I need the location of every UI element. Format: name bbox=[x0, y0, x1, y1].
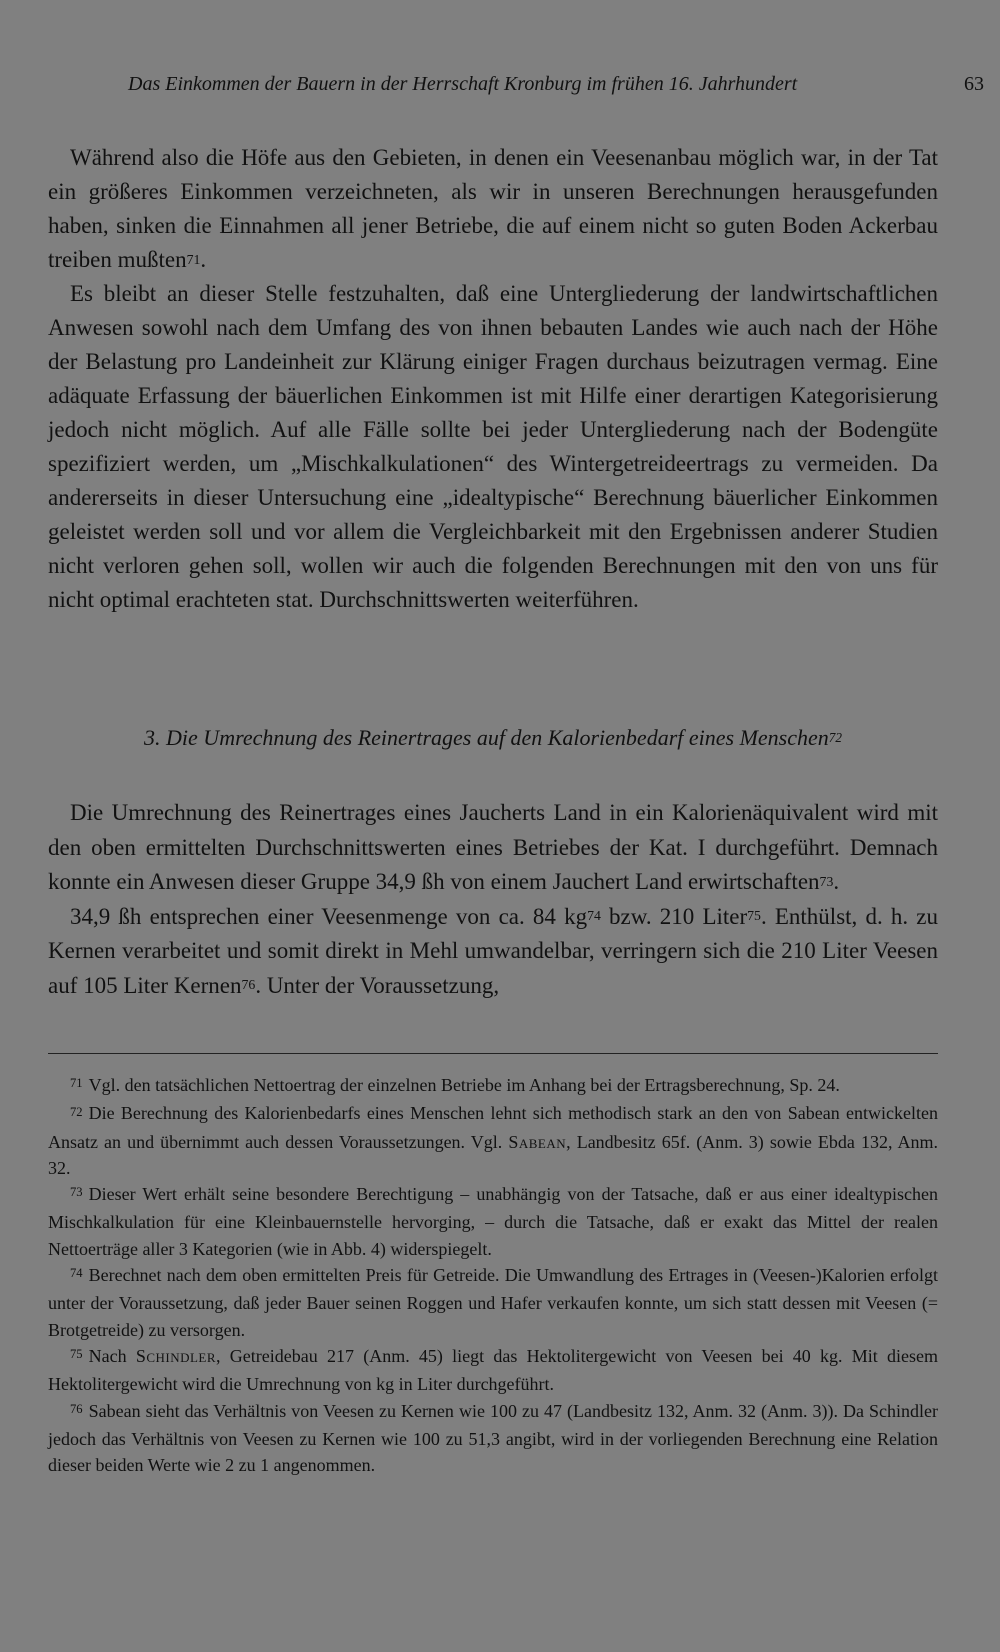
footnote-ref-72[interactable]: 72 bbox=[828, 729, 842, 745]
footnote-74: $^{74}$ Berechnet nach dem oben ermittelten Preis für Getreide. Die Umwandlung des Ertrages in (Veesen-)Kalorien erfolgt unter der Voraussetzung, daß jeder Bauer seinen Roggen und Hafer verkaufen konnte, um sich statt dessen mit Veesen (= Brotgetreide) zu versorgen. bbox=[48, 1265, 938, 1340]
footnote-ref-71[interactable]: 71 bbox=[186, 251, 201, 267]
footnote-72: $^{72}$ Die Berechnung des Kalorienbedarfs eines Menschen lehnt sich methodisch stark an den von Sabean entwickelten Ansatz an und übernimmt auch dessen Voraussetzungen. Vgl. Sabean, Landbesitz 65f. (Anm. 3) sowie Ebda 132, Anm. 32. bbox=[48, 1103, 938, 1178]
running-header bbox=[128, 72, 984, 96]
page-number: 63 bbox=[964, 73, 984, 95]
paragraph-1: Während also die Höfe aus den Gebieten, in denen ein Veesenanbau möglich war, in der Tat ein größeres Einkommen verzeichneten, als wir in unseren Berechnungen herausgefunden haben, sinken die Einnahmen all jener Betriebe, die auf einem nicht so guten Boden Ackerbau treiben mußten$^{71}$. bbox=[48, 145, 938, 272]
footnote-ref-74[interactable]: 74 bbox=[587, 908, 601, 924]
footnote-75: $^{75}$ Nach Schindler, Getreidebau 217 (Anm. 45) liegt das Hektolitergewicht von Veesen bei 40 kg. Mit diesem Hektolitergewicht wird die Umrechnung von kg in Liter durchgeführt. bbox=[48, 1345, 938, 1395]
body-text bbox=[48, 141, 938, 617]
footnote-ref-75[interactable]: 75 bbox=[747, 908, 761, 924]
section-paragraph-2: 34,9 ßh entsprechen einer Veesenmenge von ca. 84 $kg^{74}$ bzw. 210 Liter$^{75}$. Enthülst, d. h. zu Kernen verarbeitet und somit direkt in Mehl umwandelbar, verringern sich die 210 Liter Veesen auf 105 Liter Kernen$^{76}$. Unter der Voraussetzung, bbox=[48, 903, 938, 998]
section-heading: 3. Die Umrechnung des Reinertrages auf den Kalorienbedarf eines Menschen$^{72}$ bbox=[144, 725, 842, 750]
footnote-ref-76[interactable]: 76 bbox=[241, 977, 256, 993]
footnote-76: $^{76}$ Sabean sieht das Verhältnis von Veesen zu Kernen wie 100 zu 47 (Landbesitz 132, Anm. 32 (Anm. 3)). Da Schindler jedoch das Verhältnis von Veesen zu Kernen wie 100 zu 51,3 angibt, wird in der vorliegenden Berechnung eine Relation dieser beiden Werte wie 2 zu 1 angenommen. bbox=[48, 1400, 938, 1476]
paragraph-2: Es bleibt an dieser Stelle festzuhalten, daß eine Untergliederung der landwirtschaftlichen Anwesen sowohl nach dem Umfang des von ihnen bebauten Landes wie auch nach der Höhe der Belastung pro Landeinheit zur Klärung einiger Fragen durchaus beizutragen vermag. Eine adäquate Erfassung der bäuerlichen Einkommen ist mit Hilfe einer derartigen Kategorisierung jedoch nicht möglich. Auf alle Fälle sollte bei jeder Untergliederung nach der Bodengüte spezifiziert werden, um „Mischkalkulationen“ des Wintergetreideertrags zu vermeiden. Da andererseits in dieser Untersuchung eine „idealtypische“ Berechnung bäuerlicher Einkommen geleistet werden soll und vor allem die Vergleichbarkeit mit den Ergebnissen anderer Studien nicht verloren gehen soll, wollen wir auch die folgenden Berechnungen mit den von uns für nicht optimal erachteten stat. Durchschnittswerten weiterführen. bbox=[48, 281, 938, 612]
footnote-ref-73[interactable]: 73 bbox=[819, 873, 834, 889]
footnote-divider bbox=[48, 1053, 938, 1054]
section-paragraph-1: Die Umrechnung des Reinertrages eines Jaucherts Land in ein Kalorienäquivalent wird mit den oben ermittelten Durchschnittswerten eines Betriebes der Kat. I durchgeführt. Demnach konnte ein Anwesen dieser Gruppe 34,9 ßh von einem Jauchert Land erwirtschaften$^{73}$. bbox=[48, 800, 938, 894]
section-body-text bbox=[48, 796, 938, 1003]
footnotes bbox=[48, 1072, 938, 1478]
footnote-73: $^{73}$ Dieser Wert erhält seine besondere Berechtigung – unabhängig von der Tatsache, daß er aus einer idealtypischen Mischkalkulation für eine Kleinbauernstelle hervorging, – durch die Tatsache, daß er exakt das Mittel der realen Nettoerträge aller 3 Kategorien (wie in Abb. 4) widerspiegelt. bbox=[48, 1184, 938, 1259]
running-header-title: Das Einkommen der Bauern in der Herrschaft Kronburg im frühen 16. Jahrhundert bbox=[128, 73, 798, 95]
footnote-71: $^{71}$ Vgl. den tatsächlichen Nettoertrag der einzelnen Betriebe im Anhang bei der Ertragsberechnung, Sp. 24. bbox=[70, 1075, 840, 1095]
